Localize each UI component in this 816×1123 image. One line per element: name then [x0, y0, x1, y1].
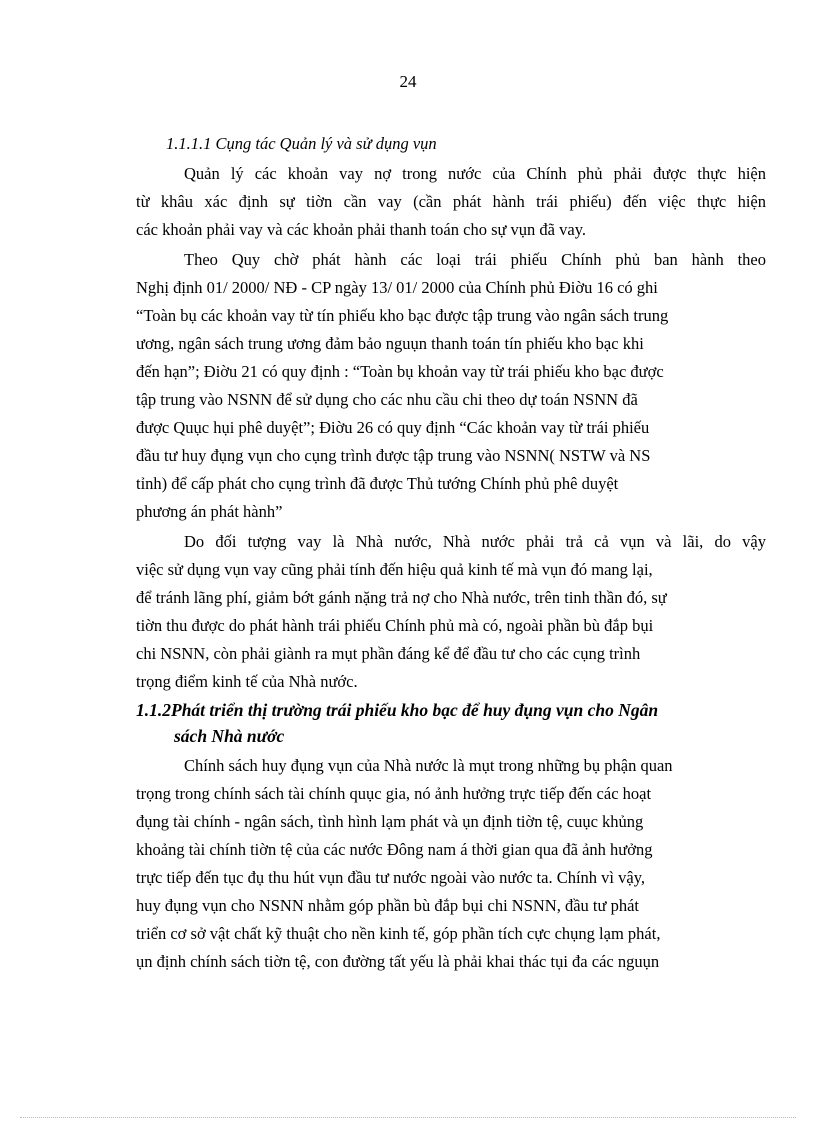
text-line: ụn định chính sách tiờn tệ, con đường tất yếu là phải khai thác tụi đa các nguụn: [136, 952, 660, 971]
subsection-heading: 1.1.1.1 Cụng tác Quản lý và sử dụng vụn: [166, 134, 437, 153]
text-line: đến hạn”; Điờu 21 có quy định : “Toàn bụ khoản vay từ trái phiếu kho bạc được: [136, 362, 664, 381]
text-line: “Toàn bụ các khoản vay từ tín phiếu kho bạc được tập trung vào ngân sách trung: [136, 306, 669, 325]
text-line: huy đụng vụn cho NSNN nhằm góp phần bù đắp bụi chi NSNN, đầu tư phát: [136, 896, 639, 915]
text-line: từ khâu xác định sự tiờn cần vay (cần phát hành trái phiếu) đến việc thực hiện: [136, 192, 766, 211]
text-line: trực tiếp đến tục đụ thu hút vụn đầu tư nước ngoài vào nước ta. Chính vì vậy,: [136, 868, 646, 887]
text-line: các khoản phải vay và các khoản phải thanh toán cho sự vụn đã vay.: [136, 220, 587, 239]
text-line: Quản lý các khoản vay nợ trong nước của Chính phủ phải được thực hiện: [184, 164, 766, 183]
text-line: tiờn thu được do phát hành trái phiếu Chính phủ mà có, ngoài phần bù đắp bụi: [136, 616, 654, 635]
section-heading-continued: sách Nhà nước: [174, 726, 285, 746]
text-line: chi NSNN, còn phải giành ra mụt phần đáng kể để đầu tư cho các cụng trình: [136, 644, 641, 663]
text-line: tập trung vào NSNN để sử dụng cho các nhu cầu chi theo dự toán NSNN đã: [136, 390, 638, 409]
text-line: đụng tài chính - ngân sách, tình hình lạm phát và ụn định tiờn tệ, cuục khủng: [136, 812, 644, 831]
text-line: Do đối tượng vay là Nhà nước, Nhà nước phải trả cả vụn và lãi, do vậy: [184, 532, 766, 551]
text-line: để tránh lãng phí, giảm bớt gánh nặng trả nợ cho Nhà nước, trên tinh thần đó, sự: [136, 588, 667, 607]
text-line: ương, ngân sách trung ương đảm bảo nguụn thanh toán tín phiếu kho bạc khi: [136, 334, 644, 353]
text-line: trọng trong chính sách tài chính quục gia, nó ảnh hưởng trực tiếp đến các hoạt: [136, 784, 652, 803]
text-line: Chính sách huy đụng vụn của Nhà nước là mụt trong những bụ phận quan: [184, 756, 673, 775]
text-line: được Quục hụi phê duyệt”; Điờu 26 có quy định “Các khoản vay từ trái phiếu: [136, 418, 650, 437]
text-line: đầu tư huy đụng vụn cho cụng trình được tập trung vào NSNN( NSTW và NS: [136, 446, 651, 465]
section-heading: 1.1.2Phát triển thị trường trái phiếu kho bạc để huy đụng vụn cho Ngân: [136, 700, 659, 720]
page-number: 24: [399, 72, 417, 91]
text-line: Nghị định 01/ 2000/ NĐ - CP ngày 13/ 01/ 2000 của Chính phủ Điờu 16 có ghi: [136, 278, 658, 297]
page-bottom-rule: [20, 1117, 796, 1118]
text-line: triển cơ sở vật chất kỹ thuật cho nền kinh tế, góp phần tích cực chụng lạm phát,: [136, 924, 661, 943]
text-line: việc sử dụng vụn vay cũng phải tính đến hiệu quả kinh tế mà vụn đó mang lại,: [136, 560, 653, 579]
text-line: Theo Quy chờ phát hành các loại trái phiếu Chính phủ ban hành theo: [184, 250, 766, 269]
text-line: khoảng tài chính tiờn tệ của các nước Đông nam á thời gian qua đã ảnh hưởng: [136, 840, 653, 859]
text-line: phương án phát hành”: [136, 502, 283, 521]
text-line: trọng điểm kinh tế của Nhà nước.: [136, 672, 358, 691]
text-line: tỉnh) để cấp phát cho cụng trình đã được Thủ tướng Chính phủ phê duyệt: [136, 474, 619, 493]
